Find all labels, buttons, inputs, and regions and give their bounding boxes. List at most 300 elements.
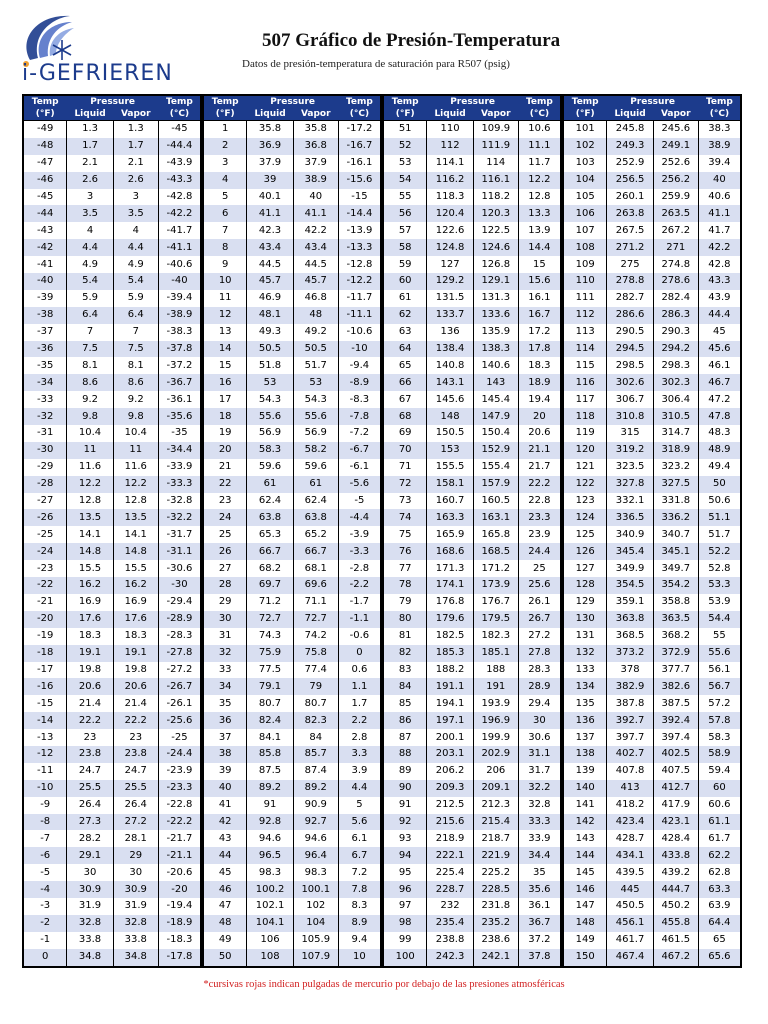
cell-temp-c: -15.6: [338, 172, 381, 189]
cell-liquid: 145.6: [427, 391, 473, 408]
cell-liquid: 3: [67, 189, 113, 206]
cell-vapor: 85.7: [293, 746, 338, 763]
cell-liquid: 232: [427, 898, 473, 915]
cell-temp-f: 70: [383, 442, 427, 459]
cell-temp-c: -19.4: [158, 898, 201, 915]
col-header-f-unit: (°F): [383, 108, 427, 121]
cell-temp-f: 139: [563, 763, 607, 780]
table-row: [563, 425, 741, 442]
cell-temp-c: -21.7: [158, 830, 201, 847]
cell-temp-c: -25: [158, 729, 201, 746]
table-row: [383, 425, 561, 442]
cell-liquid: 278.8: [607, 273, 653, 290]
cell-temp-c: 19.4: [518, 391, 561, 408]
table-row: [203, 797, 381, 814]
cell-liquid: 7: [67, 324, 113, 341]
cell-vapor: 77.4: [293, 662, 338, 679]
table-row: [203, 864, 381, 881]
cell-temp-f: -49: [23, 121, 67, 138]
cell-temp-f: -26: [23, 509, 67, 526]
cell-liquid: 354.5: [607, 577, 653, 594]
col-header-c-unit: (°C): [698, 108, 741, 121]
cell-temp-c: 51.7: [698, 526, 741, 543]
cell-temp-c: 5.6: [338, 814, 381, 831]
table-row: [383, 915, 561, 932]
cell-temp-c: 16.7: [518, 307, 561, 324]
cell-temp-c: 13.9: [518, 222, 561, 239]
table-row: [23, 425, 201, 442]
table-row: [563, 341, 741, 358]
cell-temp-f: 33: [203, 662, 247, 679]
cell-temp-c: -3.3: [338, 543, 381, 560]
cell-liquid: 68.2: [247, 560, 293, 577]
cell-temp-c: -28.9: [158, 611, 201, 628]
cell-liquid: 133.7: [427, 307, 473, 324]
cell-liquid: 445: [607, 881, 653, 898]
cell-temp-c: -39.4: [158, 290, 201, 307]
table-row: [23, 949, 201, 967]
cell-temp-f: 19: [203, 425, 247, 442]
col-header-f-unit: (°F): [203, 108, 247, 121]
cell-temp-f: 0: [23, 949, 67, 967]
cell-liquid: 155.5: [427, 459, 473, 476]
table-row: [203, 476, 381, 493]
cell-liquid: 203.1: [427, 746, 473, 763]
cell-temp-c: 62.8: [698, 864, 741, 881]
table-row: [563, 290, 741, 307]
cell-vapor: 218.7: [473, 830, 518, 847]
cell-vapor: 20.6: [113, 678, 158, 695]
cell-vapor: 245.6: [653, 121, 698, 138]
cell-temp-f: 108: [563, 239, 607, 256]
cell-liquid: 282.7: [607, 290, 653, 307]
cell-temp-c: 37.8: [518, 949, 561, 967]
table-row: [23, 476, 201, 493]
cell-liquid: 225.4: [427, 864, 473, 881]
cell-vapor: 17.6: [113, 611, 158, 628]
table-row: [203, 324, 381, 341]
cell-temp-c: 9.4: [338, 932, 381, 949]
cell-liquid: 110: [427, 121, 473, 138]
cell-vapor: 22.2: [113, 712, 158, 729]
page-subtitle: Datos de presión-temperatura de saturación para R507 (psig): [242, 58, 510, 70]
table-row: [203, 307, 381, 324]
cell-vapor: 61: [293, 476, 338, 493]
table-row: [383, 611, 561, 628]
col-header-temp-c: Temp: [158, 95, 201, 108]
cell-temp-c: -22.2: [158, 814, 201, 831]
cell-liquid: 72.7: [247, 611, 293, 628]
cell-temp-c: 6.1: [338, 830, 381, 847]
table-row: [563, 864, 741, 881]
cell-temp-f: 52: [383, 138, 427, 155]
cell-vapor: 14.8: [113, 543, 158, 560]
cell-temp-c: -26.1: [158, 695, 201, 712]
cell-temp-f: 101: [563, 121, 607, 138]
col-header-vapor: Vapor: [653, 108, 698, 121]
cell-liquid: 4.9: [67, 256, 113, 273]
table-row: [383, 222, 561, 239]
cell-vapor: 336.2: [653, 509, 698, 526]
cell-temp-f: 100: [383, 949, 427, 967]
cell-temp-c: 37.2: [518, 932, 561, 949]
cell-vapor: 314.7: [653, 425, 698, 442]
table-row: [563, 662, 741, 679]
cell-liquid: 2.6: [67, 172, 113, 189]
cell-temp-c: 52.8: [698, 560, 741, 577]
cell-liquid: 345.4: [607, 543, 653, 560]
cell-temp-c: 20: [518, 408, 561, 425]
cell-temp-c: 30.6: [518, 729, 561, 746]
cell-temp-c: 38.9: [698, 138, 741, 155]
cell-temp-f: 138: [563, 746, 607, 763]
table-row: [563, 138, 741, 155]
cell-liquid: 118.3: [427, 189, 473, 206]
cell-temp-c: 7.8: [338, 881, 381, 898]
table-row: [383, 662, 561, 679]
table-row: [203, 155, 381, 172]
cell-liquid: 378: [607, 662, 653, 679]
table-row: [383, 374, 561, 391]
cell-temp-c: 21.7: [518, 459, 561, 476]
cell-liquid: 168.6: [427, 543, 473, 560]
cell-liquid: 22.2: [67, 712, 113, 729]
cell-liquid: 18.3: [67, 628, 113, 645]
table-row: [563, 391, 741, 408]
pressure-temperature-tables: [22, 94, 742, 968]
cell-temp-c: 1.7: [338, 695, 381, 712]
table-row: [563, 949, 741, 967]
table-row: [563, 121, 741, 138]
cell-temp-c: 61.1: [698, 814, 741, 831]
cell-temp-c: 56.1: [698, 662, 741, 679]
cell-temp-f: -2: [23, 915, 67, 932]
cell-vapor: 238.6: [473, 932, 518, 949]
cell-temp-f: 67: [383, 391, 427, 408]
cell-vapor: 160.5: [473, 493, 518, 510]
cell-temp-f: 113: [563, 324, 607, 341]
cell-vapor: 372.9: [653, 645, 698, 662]
cell-vapor: 120.3: [473, 205, 518, 222]
cell-temp-f: 38: [203, 746, 247, 763]
cell-liquid: 102.1: [247, 898, 293, 915]
table-row: [23, 729, 201, 746]
table-row: [203, 577, 381, 594]
pt-table-4: [562, 94, 742, 968]
cell-temp-f: -30: [23, 442, 67, 459]
cell-vapor: 165.8: [473, 526, 518, 543]
cell-temp-f: 93: [383, 830, 427, 847]
cell-vapor: 327.5: [653, 476, 698, 493]
cell-temp-c: 55.6: [698, 645, 741, 662]
cell-temp-c: -42.2: [158, 205, 201, 222]
table-row: [23, 560, 201, 577]
cell-liquid: 27.3: [67, 814, 113, 831]
cell-liquid: 82.4: [247, 712, 293, 729]
cell-liquid: 286.6: [607, 307, 653, 324]
cell-temp-f: -15: [23, 695, 67, 712]
cell-vapor: 124.6: [473, 239, 518, 256]
cell-vapor: 433.8: [653, 847, 698, 864]
cell-temp-f: -5: [23, 864, 67, 881]
cell-vapor: 48: [293, 307, 338, 324]
cell-vapor: 191: [473, 678, 518, 695]
cell-temp-c: 24.4: [518, 543, 561, 560]
col-header-vapor: Vapor: [473, 108, 518, 121]
cell-temp-c: -37.8: [158, 341, 201, 358]
cell-temp-f: 120: [563, 442, 607, 459]
cell-temp-f: 109: [563, 256, 607, 273]
cell-temp-c: 55: [698, 628, 741, 645]
cell-temp-f: 30: [203, 611, 247, 628]
cell-liquid: 2.1: [67, 155, 113, 172]
cell-temp-c: -21.1: [158, 847, 201, 864]
cell-temp-c: 6.7: [338, 847, 381, 864]
cell-temp-f: -33: [23, 391, 67, 408]
cell-vapor: 34.8: [113, 949, 158, 967]
cell-liquid: 160.7: [427, 493, 473, 510]
cell-temp-f: 50: [203, 949, 247, 967]
table-row: [23, 374, 201, 391]
cell-vapor: 450.2: [653, 898, 698, 915]
col-header-pressure: Pressure: [247, 95, 338, 108]
cell-vapor: 306.4: [653, 391, 698, 408]
table-row: [203, 493, 381, 510]
cell-temp-f: -6: [23, 847, 67, 864]
table-row: [23, 763, 201, 780]
cell-temp-c: 59.4: [698, 763, 741, 780]
cell-vapor: 63.8: [293, 509, 338, 526]
cell-temp-c: -9.4: [338, 357, 381, 374]
table-row: [23, 189, 201, 206]
cell-temp-c: -40: [158, 273, 201, 290]
cell-liquid: 185.3: [427, 645, 473, 662]
cell-liquid: 45.7: [247, 273, 293, 290]
cell-temp-c: 27.2: [518, 628, 561, 645]
cell-temp-c: 35.6: [518, 881, 561, 898]
cell-vapor: 33.8: [113, 932, 158, 949]
cell-temp-f: 7: [203, 222, 247, 239]
col-header-pressure: Pressure: [427, 95, 518, 108]
cell-liquid: 245.8: [607, 121, 653, 138]
cell-liquid: 194.1: [427, 695, 473, 712]
cell-liquid: 387.8: [607, 695, 653, 712]
cell-temp-f: 53: [383, 155, 427, 172]
cell-liquid: 340.9: [607, 526, 653, 543]
cell-temp-f: 96: [383, 881, 427, 898]
cell-temp-c: 48.3: [698, 425, 741, 442]
cell-vapor: 4: [113, 222, 158, 239]
table-row: [23, 645, 201, 662]
cell-temp-c: 53.9: [698, 594, 741, 611]
cell-vapor: 26.4: [113, 797, 158, 814]
cell-temp-c: -42.8: [158, 189, 201, 206]
cell-temp-c: 26.7: [518, 611, 561, 628]
page-title: 507 Gráfico de Presión-Temperatura: [262, 30, 561, 51]
cell-vapor: 41.1: [293, 205, 338, 222]
cell-temp-f: 137: [563, 729, 607, 746]
cell-liquid: 212.5: [427, 797, 473, 814]
cell-temp-f: 12: [203, 307, 247, 324]
cell-vapor: 6.4: [113, 307, 158, 324]
table-row: [203, 459, 381, 476]
col-header-f-unit: (°F): [563, 108, 607, 121]
table-row: [383, 476, 561, 493]
cell-temp-f: 125: [563, 526, 607, 543]
cell-liquid: 294.5: [607, 341, 653, 358]
cell-temp-c: 15: [518, 256, 561, 273]
cell-temp-f: -46: [23, 172, 67, 189]
cell-temp-c: -38.9: [158, 307, 201, 324]
cell-temp-c: -2.8: [338, 560, 381, 577]
cell-liquid: 163.3: [427, 509, 473, 526]
cell-liquid: 136: [427, 324, 473, 341]
cell-vapor: 55.6: [293, 408, 338, 425]
cell-vapor: 428.4: [653, 830, 698, 847]
pt-table-2: [202, 94, 382, 968]
cell-temp-f: 27: [203, 560, 247, 577]
col-header-liquid: Liquid: [247, 108, 293, 121]
cell-temp-c: 4.4: [338, 780, 381, 797]
table-row: [203, 932, 381, 949]
table-row: [23, 847, 201, 864]
cell-temp-f: -28: [23, 476, 67, 493]
cell-vapor: 45.7: [293, 273, 338, 290]
pt-table-1: [22, 94, 202, 968]
table-row: [383, 814, 561, 831]
cell-liquid: 129.2: [427, 273, 473, 290]
col-header-temp-c: Temp: [338, 95, 381, 108]
cell-liquid: 54.3: [247, 391, 293, 408]
cell-liquid: 34.8: [67, 949, 113, 967]
cell-temp-c: -7.8: [338, 408, 381, 425]
cell-vapor: 331.8: [653, 493, 698, 510]
cell-liquid: 28.2: [67, 830, 113, 847]
cell-temp-c: 58.3: [698, 729, 741, 746]
cell-vapor: 4.9: [113, 256, 158, 273]
cell-temp-c: -22.8: [158, 797, 201, 814]
cell-temp-c: -29.4: [158, 594, 201, 611]
cell-temp-f: 48: [203, 915, 247, 932]
cell-temp-f: 73: [383, 493, 427, 510]
table-row: [203, 611, 381, 628]
cell-vapor: 310.5: [653, 408, 698, 425]
cell-temp-c: 36.1: [518, 898, 561, 915]
cell-vapor: 5.4: [113, 273, 158, 290]
cell-vapor: 11: [113, 442, 158, 459]
cell-vapor: 199.9: [473, 729, 518, 746]
table-row: [563, 932, 741, 949]
cell-temp-c: 1.1: [338, 678, 381, 695]
cell-temp-f: 51: [383, 121, 427, 138]
table-row: [23, 594, 201, 611]
cell-temp-c: -15: [338, 189, 381, 206]
cell-vapor: 173.9: [473, 577, 518, 594]
cell-vapor: 51.7: [293, 357, 338, 374]
cell-temp-c: 65.6: [698, 949, 741, 967]
table-row: [203, 341, 381, 358]
cell-liquid: 456.1: [607, 915, 653, 932]
cell-temp-c: -16.7: [338, 138, 381, 155]
cell-vapor: 259.9: [653, 189, 698, 206]
cell-temp-f: 123: [563, 493, 607, 510]
cell-temp-c: -12.2: [338, 273, 381, 290]
cell-temp-c: 42.2: [698, 239, 741, 256]
cell-vapor: 126.8: [473, 256, 518, 273]
cell-liquid: 252.9: [607, 155, 653, 172]
cell-temp-f: 29: [203, 594, 247, 611]
cell-vapor: 140.6: [473, 357, 518, 374]
table-row: [563, 205, 741, 222]
cell-temp-f: -32: [23, 408, 67, 425]
cell-temp-f: -21: [23, 594, 67, 611]
cell-temp-f: 20: [203, 442, 247, 459]
cell-temp-c: -43.9: [158, 155, 201, 172]
cell-liquid: 55.6: [247, 408, 293, 425]
cell-temp-f: 118: [563, 408, 607, 425]
table-row: [203, 594, 381, 611]
table-row: [563, 645, 741, 662]
cell-temp-f: 40: [203, 780, 247, 797]
table-row: [203, 425, 381, 442]
cell-temp-c: -38.3: [158, 324, 201, 341]
cell-vapor: 42.2: [293, 222, 338, 239]
table-row: [563, 898, 741, 915]
cell-temp-c: 43.9: [698, 290, 741, 307]
table-row: [203, 189, 381, 206]
cell-temp-f: 36: [203, 712, 247, 729]
cell-vapor: 417.9: [653, 797, 698, 814]
cell-liquid: 10.4: [67, 425, 113, 442]
table-row: [383, 577, 561, 594]
cell-temp-f: 149: [563, 932, 607, 949]
cell-temp-f: 24: [203, 509, 247, 526]
table-row: [383, 290, 561, 307]
table-row: [23, 797, 201, 814]
cell-temp-c: 7.2: [338, 864, 381, 881]
cell-temp-c: -5.6: [338, 476, 381, 493]
cell-vapor: 278.6: [653, 273, 698, 290]
cell-vapor: 407.5: [653, 763, 698, 780]
table-row: [23, 442, 201, 459]
cell-vapor: 18.3: [113, 628, 158, 645]
table-row: [23, 780, 201, 797]
cell-temp-f: 80: [383, 611, 427, 628]
cell-temp-f: 46: [203, 881, 247, 898]
cell-liquid: 256.5: [607, 172, 653, 189]
cell-temp-f: 47: [203, 898, 247, 915]
cell-temp-f: 127: [563, 560, 607, 577]
table-row: [23, 509, 201, 526]
cell-temp-c: -41.1: [158, 239, 201, 256]
table-row: [23, 932, 201, 949]
table-row: [563, 189, 741, 206]
cell-vapor: 118.2: [473, 189, 518, 206]
cell-vapor: 71.1: [293, 594, 338, 611]
cell-temp-f: 65: [383, 357, 427, 374]
table-row: [563, 628, 741, 645]
table-row: [563, 543, 741, 560]
cell-vapor: 90.9: [293, 797, 338, 814]
table-row: [203, 526, 381, 543]
table-row: [563, 273, 741, 290]
cell-temp-c: -33.3: [158, 476, 201, 493]
cell-temp-c: 64.4: [698, 915, 741, 932]
cell-vapor: 7.5: [113, 341, 158, 358]
cell-temp-c: 35: [518, 864, 561, 881]
cell-liquid: 158.1: [427, 476, 473, 493]
cell-vapor: 9.2: [113, 391, 158, 408]
